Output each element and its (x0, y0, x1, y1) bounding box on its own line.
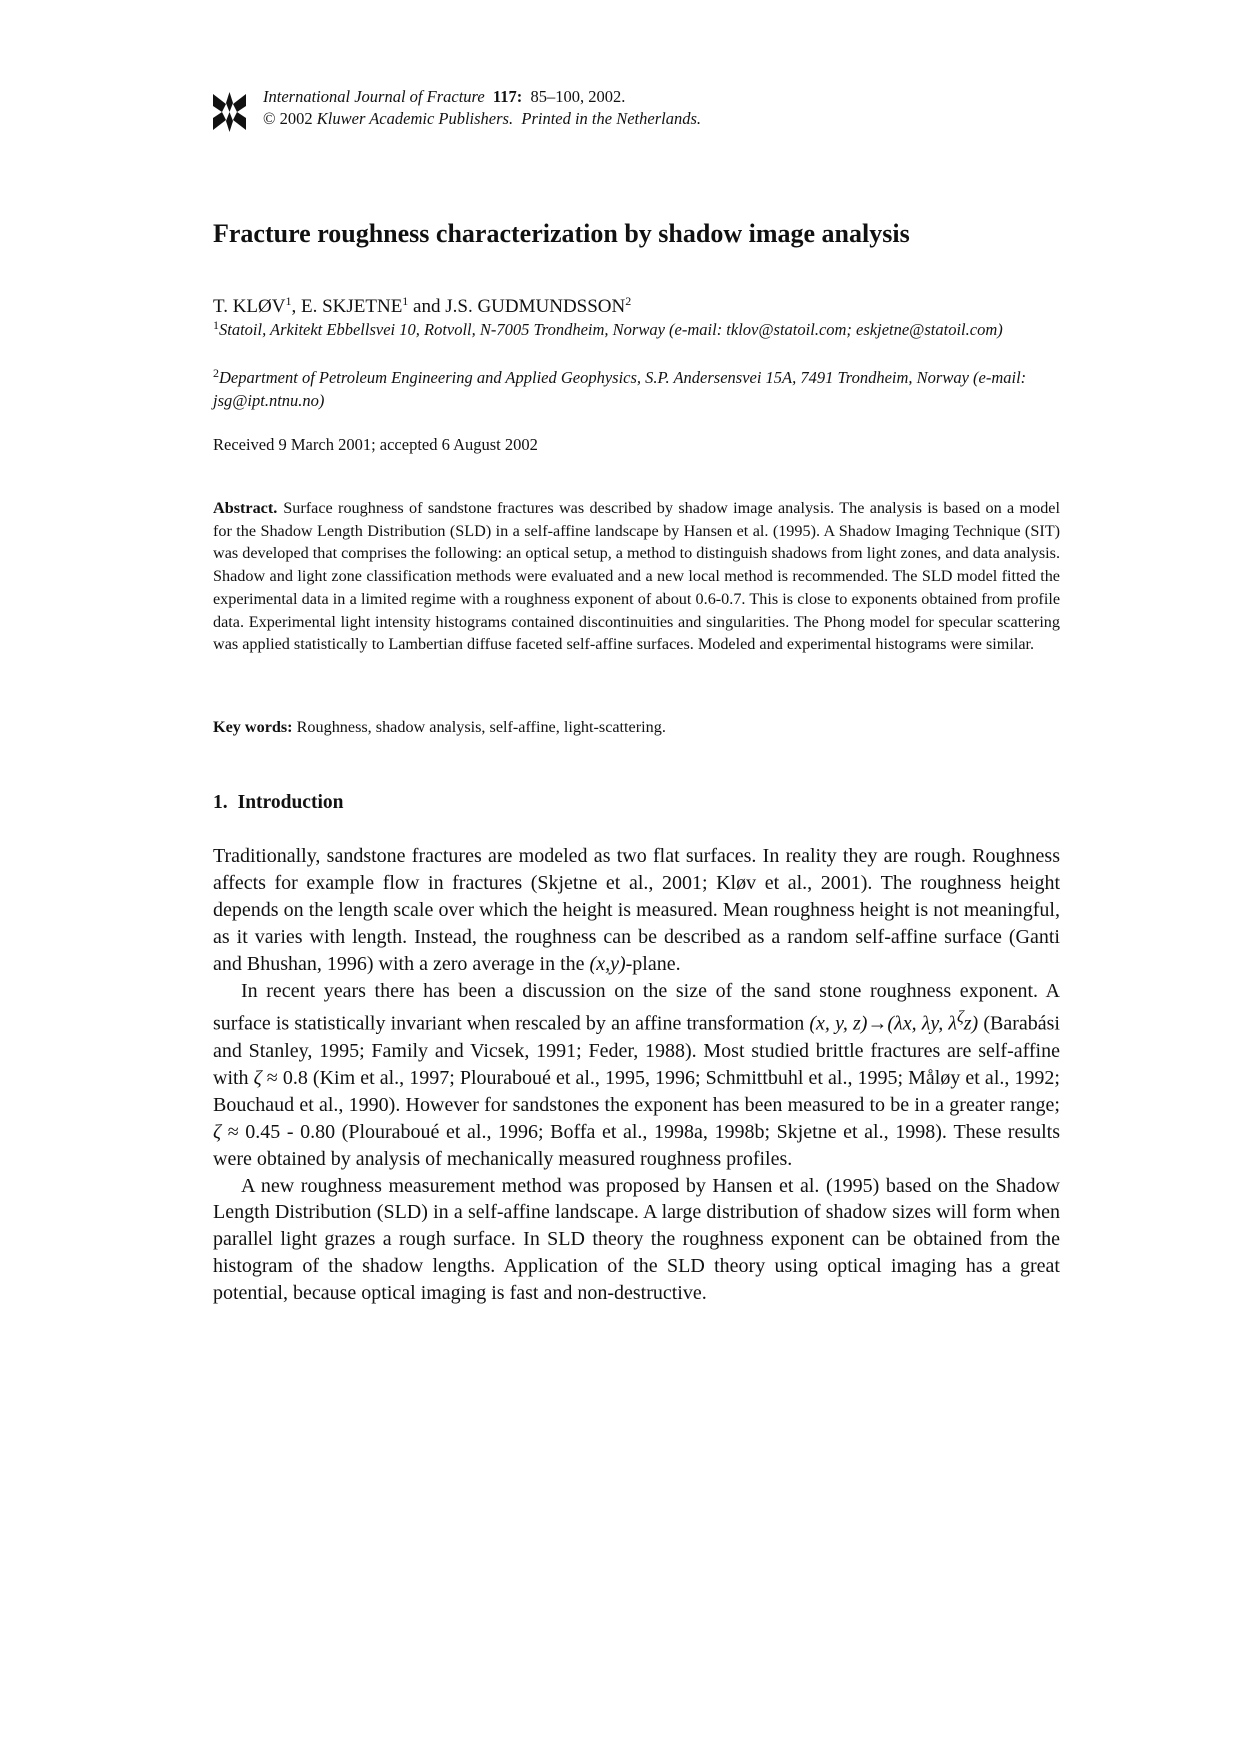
inline-math: ζ (253, 1066, 262, 1089)
affiliation-text: Department of Petroleum Engineering and Applied Geophysics, S.P. Andersensvei 15A, 7491 Trondheim, Norway (e-mail: jsg@ipt.ntnu.no) (213, 368, 1027, 410)
journal-line-2 (263, 108, 701, 130)
section-heading (213, 790, 343, 816)
paper-title: Fracture roughness characterization by shadow image analysis (213, 219, 910, 248)
affiliation-2 (213, 366, 1063, 412)
abstract (213, 497, 1060, 656)
keywords (213, 716, 1060, 738)
author-name: T. KLØV (213, 296, 286, 317)
section-title: Introduction (237, 792, 344, 813)
journal-pages-year: 85–100, 2002. (530, 87, 626, 106)
author-separator: and (408, 296, 446, 317)
paragraph-text: ≈ 0.45 - 0.80 (Plouraboué et al., 1996; Boffa et al., 1998a, 1998b; Skjetne et al., 1998). These results were obtained by analysis of mechanically measured roughness profiles. (213, 1120, 1060, 1170)
journal-volume: 117: (492, 87, 523, 106)
abstract-text: Surface roughness of sandstone fractures was described by shadow image analysis. The analysis is based on a model for the Shadow Length Distribution (SLD) in a self-affine landscape by Hansen et al. (1995). A Shadow Imaging Technique (SIT) was developed that comprises the following: an optical setup, a method to distinguish shadows from light zones, and data analysis. Shadow and light zone classification methods were evaluated and a new local method is recommended. The SLD model fitted the experimental data in a limited regime with a roughness exponent of about 0.6-0.7. This is close to exponents obtained from profile data. Experimental light intensity histograms contained discontinuities and singularities. The Phong model for specular scattering was applied statistically to Lambertian diffuse faceted self-affine surfaces. Modeled and experimental histograms were similar. (213, 499, 1060, 654)
author-separator: , (291, 296, 301, 317)
inline-math: ζ (213, 1120, 222, 1143)
publisher-logo-icon (213, 92, 246, 132)
journal-name: International Journal of Fracture (263, 87, 485, 106)
keywords-text: Roughness, shadow analysis, self-affine, light-scattering. (296, 718, 666, 736)
paragraph-text: (Barabási and Stanley, 1995; Family and Vicsek, 1991; Feder, 1988). Most studied brittle fractures are self-affine with (213, 1013, 1060, 1089)
journal-citation (263, 86, 701, 130)
affiliation-sup: 2 (213, 366, 219, 380)
inline-math: (x,y) (589, 952, 626, 975)
affiliation-text: Statoil, Arkitekt Ebbellsvei 10, Rotvoll, N-7005 Trondheim, Norway (e-mail: tklov@statoil.com; eskjetne@statoil.com) (219, 320, 1003, 339)
section-number: 1. (213, 792, 228, 813)
author-name: J.S. GUDMUNDSSON (445, 296, 626, 317)
paragraph-text: ≈ 0.8 (Kim et al., 1997; Plouraboué et al., 1995, 1996; Schmittbuhl et al., 1995; Måløy et al., 1992; Bouchaud et al., 1990). However for sandstones the exponent has been measured to be in a greater range; (213, 1066, 1060, 1116)
author-name: E. SKJETNE (300, 296, 403, 317)
paragraph-text: -plane. (625, 952, 681, 975)
paragraph (213, 843, 1060, 978)
author-affil-sup: 1 (285, 294, 292, 308)
abstract-label: Abstract. (213, 499, 278, 517)
author-affil-sup: 1 (402, 294, 409, 308)
keywords-label: Key words: (213, 718, 293, 736)
author-affil-sup: 2 (625, 294, 632, 308)
paragraph-text: Traditionally, sandstone fractures are modeled as two flat surfaces. In reality they are rough. Roughness affects for example flow in fractures (Skjetne et al., 2001; Kløv et al., 2001). The roughness height depends on the length scale over which the height is measured. Mean roughness height is not meaningful, as it varies with length. Instead, the roughness can be described as a random self-affine surface (Ganti and Bhushan, 1996) with a zero average in the (213, 845, 1060, 975)
paragraph: A new roughness measurement method was proposed by Hansen et al. (1995) based on the Shadow Length Distribution (SLD) in a self-affine landscape. A large distribution of shadow sizes will form when parallel light grazes a rough surface. In SLD theory the roughness exponent can be obtained from the histogram of the shadow lengths. Application of the SLD theory using optical imaging has a great potential, because optical imaging is fast and non-destructive. (213, 1174, 1060, 1305)
copyright-year: © 2002 (263, 109, 313, 128)
affiliation-1 (213, 318, 1063, 341)
journal-header (213, 86, 1013, 134)
affiliation-sup: 1 (213, 318, 219, 332)
inline-math-sup: ζ (957, 1007, 964, 1027)
body-text (213, 843, 1060, 1307)
inline-math: (x, y, z)→(λx, λy, λ (809, 1013, 958, 1036)
paragraph (213, 978, 1060, 1173)
paragraph-text: In recent years there has been a discussion on the size of the sand stone roughness exponent. A surface is statistically invariant when rescaled by an affine transformation (213, 979, 1060, 1036)
author-list (213, 295, 631, 319)
publisher-name: Kluwer Academic Publishers. (316, 109, 514, 128)
inline-math: z) (963, 1013, 979, 1036)
printed-location: Printed in the Netherlands. (521, 109, 702, 128)
journal-line-1 (263, 86, 701, 108)
received-dates: Received 9 March 2001; accepted 6 August 2002 (213, 435, 538, 454)
